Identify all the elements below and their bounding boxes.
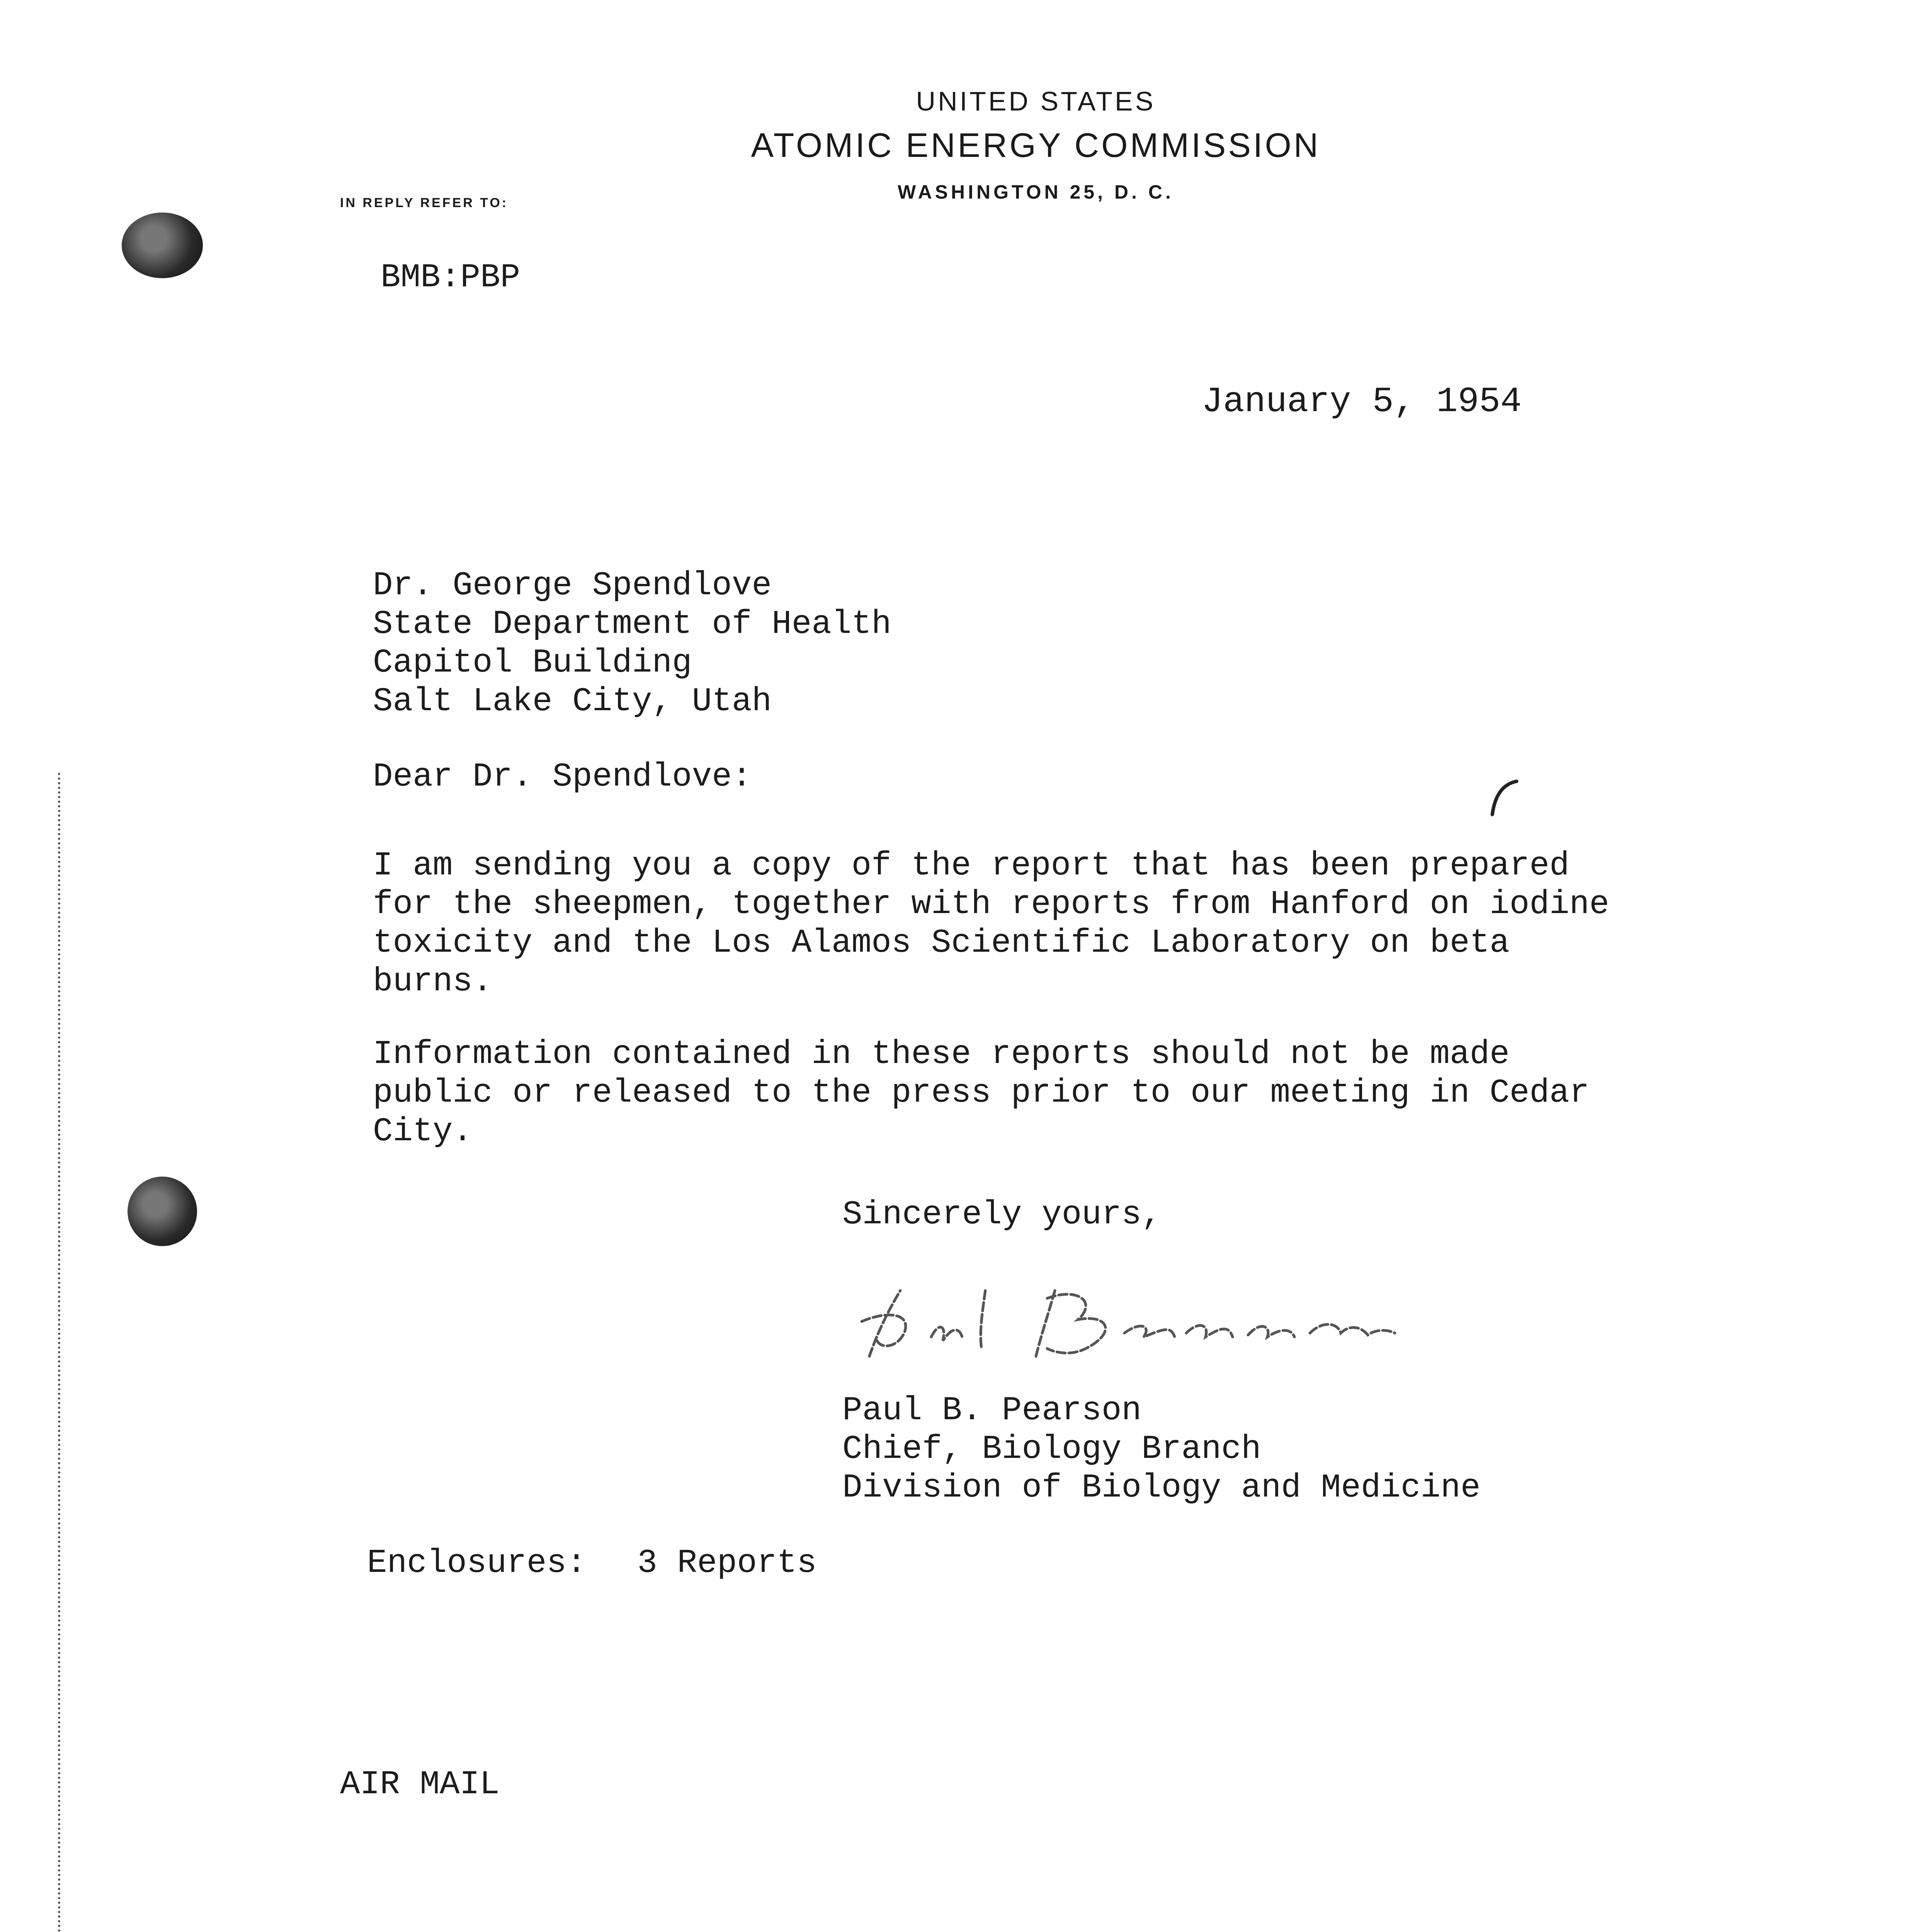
handwritten-signature [846,1275,1426,1379]
body-paragraph-1 [373,846,1609,1001]
recipient-address [373,566,891,721]
address-line: Capitol Building [373,644,692,682]
mail-note: AIR MAIL [340,1765,500,1803]
letterhead-agency: ATOMIC ENERGY COMMISSION [751,126,1321,164]
salutation: Dear Dr. Spendlove: [373,758,752,796]
sender-name: Paul B. Pearson [842,1391,1142,1429]
closing: Sincerely yours, [842,1196,1162,1233]
enclosures [367,1544,817,1582]
paragraph-line: Information contained in these reports should not be made [373,1035,1510,1073]
paragraph-line: public or released to the press prior to our meeting in Cedar [373,1074,1590,1112]
enclosures-value: 3 Reports [637,1544,817,1582]
body-paragraph-2 [373,1035,1589,1151]
paragraph-line: toxicity and the Los Alamos Scientific Laboratory on beta [373,924,1510,962]
punch-hole-icon [128,1177,197,1246]
paragraph-line: I am sending you a copy of the report that has been prepared [373,847,1570,884]
paragraph-line: burns. [373,963,493,1000]
letter-date: January 5, 1954 [1202,381,1522,422]
address-line: State Department of Health [373,605,891,643]
scan-edge-left [58,773,64,1932]
punch-hole-icon [122,213,203,278]
sender-title: Chief, Biology Branch [842,1430,1261,1468]
sender-block [842,1391,1480,1507]
paragraph-line: for the sheepmen, together with reports from Hanford on iodine [373,885,1609,923]
reference-code: BMB:PBP [381,259,520,296]
signature-text: Paul B. Pearson [846,1275,849,1276]
address-line: Dr. George Spendlove [373,566,772,604]
letterhead-country: UNITED STATES [916,86,1156,116]
check-mark-icon [1484,777,1526,819]
letterhead-address: WASHINGTON 25, D. C. [898,181,1174,203]
reply-refer-label: IN REPLY REFER TO: [340,196,509,210]
enclosures-label: Enclosures: [367,1544,587,1582]
paragraph-line: City. [373,1112,473,1150]
sender-division: Division of Biology and Medicine [842,1469,1481,1507]
address-line: Salt Lake City, Utah [373,682,772,720]
